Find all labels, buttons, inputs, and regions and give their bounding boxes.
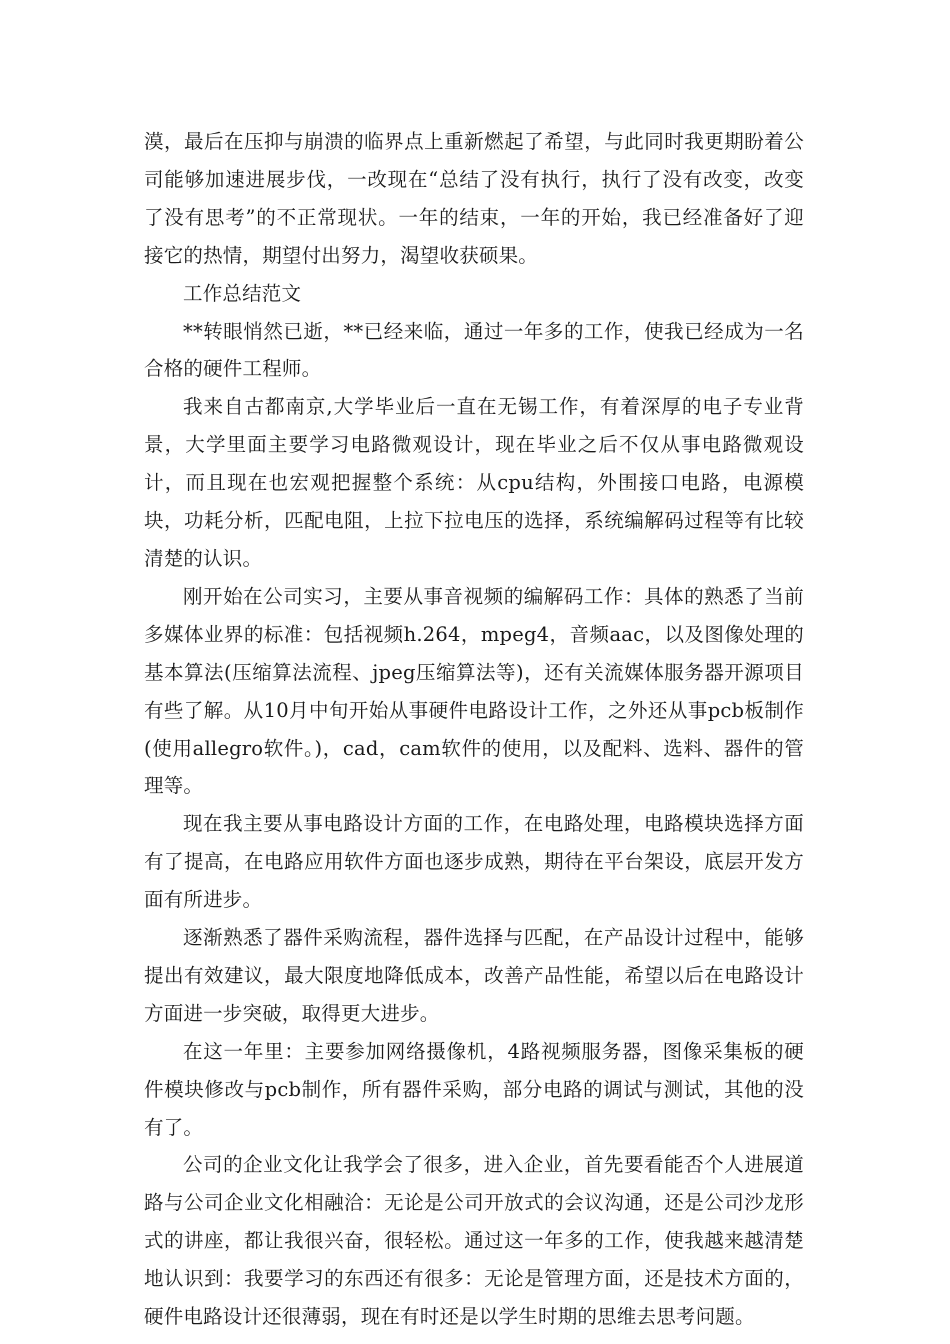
document-body [144,123,804,1336]
paragraph-continued: 漠，最后在压抑与崩溃的临界点上重新燃起了希望，与此同时我更期盼着公司能够加速进展步伐，一改现在“总结了没有执行，执行了没有改变，改变了没有思考”的不正常现状。一年的结束，一年的开始，我已经准备好了迎接它的热情，期望付出努力，渴望收获硕果。 [144,130,804,267]
paragraph-current-work: 现在我主要从事电路设计方面的工作，在电路处理，电路模块选择方面有了提高，在电路应用软件方面也逐步成熟，期待在平台架设，底层开发方面有所进步。 [144,812,804,912]
section-heading: 工作总结范文 [183,281,302,305]
paragraph-culture: 公司的企业文化让我学会了很多，进入企业，首先要看能否个人进展道路与公司企业文化相融洽：无论是公司开放式的会议沟通，还是公司沙龙形式的讲座，都让我很兴奋，很轻松。通过这一年多的工作，使我越来越清楚地认识到：我要学习的东西还有很多：无论是管理方面，还是技术方面的，硬件电路设计还很薄弱，现在有时还是以学生时期的思维去思考问题。 [144,1153,804,1329]
paragraph-projects: 在这一年里：主要参加网络摄像机，4路视频服务器，图像采集板的硬件模块修改与pcb制作，所有器件采购，部分电路的调试与测试，其他的没有了。 [144,1039,804,1139]
paragraph-background: 我来自古都南京,大学毕业后一直在无锡工作，有着深厚的电子专业背景，大学里面主要学习电路微观设计，现在毕业之后不仅从事电路微观设计，而且现在也宏观把握整个系统：从cpu结构，外围接口电路，电源模块，功耗分析，匹配电阻，上拉下拉电压的选择，系统编解码过程等有比较清楚的认识。 [144,395,804,570]
paragraph-intro: **转眼悄然已逝，**已经来临，通过一年多的工作，使我已经成为一名合格的硬件工程师。 [144,319,804,381]
paragraph-procurement: 逐渐熟悉了器件采购流程，器件选择与匹配，在产品设计过程中，能够提出有效建议，最大限度地降低成本，改善产品性能，希望以后在电路设计方面进一步突破，取得更大进步。 [144,926,804,1025]
paragraph-internship: 刚开始在公司实习，主要从事音视频的编解码工作：具体的熟悉了当前多媒体业界的标准：包括视频h.264，mpeg4，音频aac，以及图像处理的基本算法(压缩算法流程、jpeg压缩算法等)，还有关流媒体服务器开源项目有些了解。从10月中旬开始从事硬件电路设计工作，之外还从事pcb板制作(使用allegro软件。)，cad，cam软件的使用，以及配料、选料、器件的管理等。 [144,584,804,798]
